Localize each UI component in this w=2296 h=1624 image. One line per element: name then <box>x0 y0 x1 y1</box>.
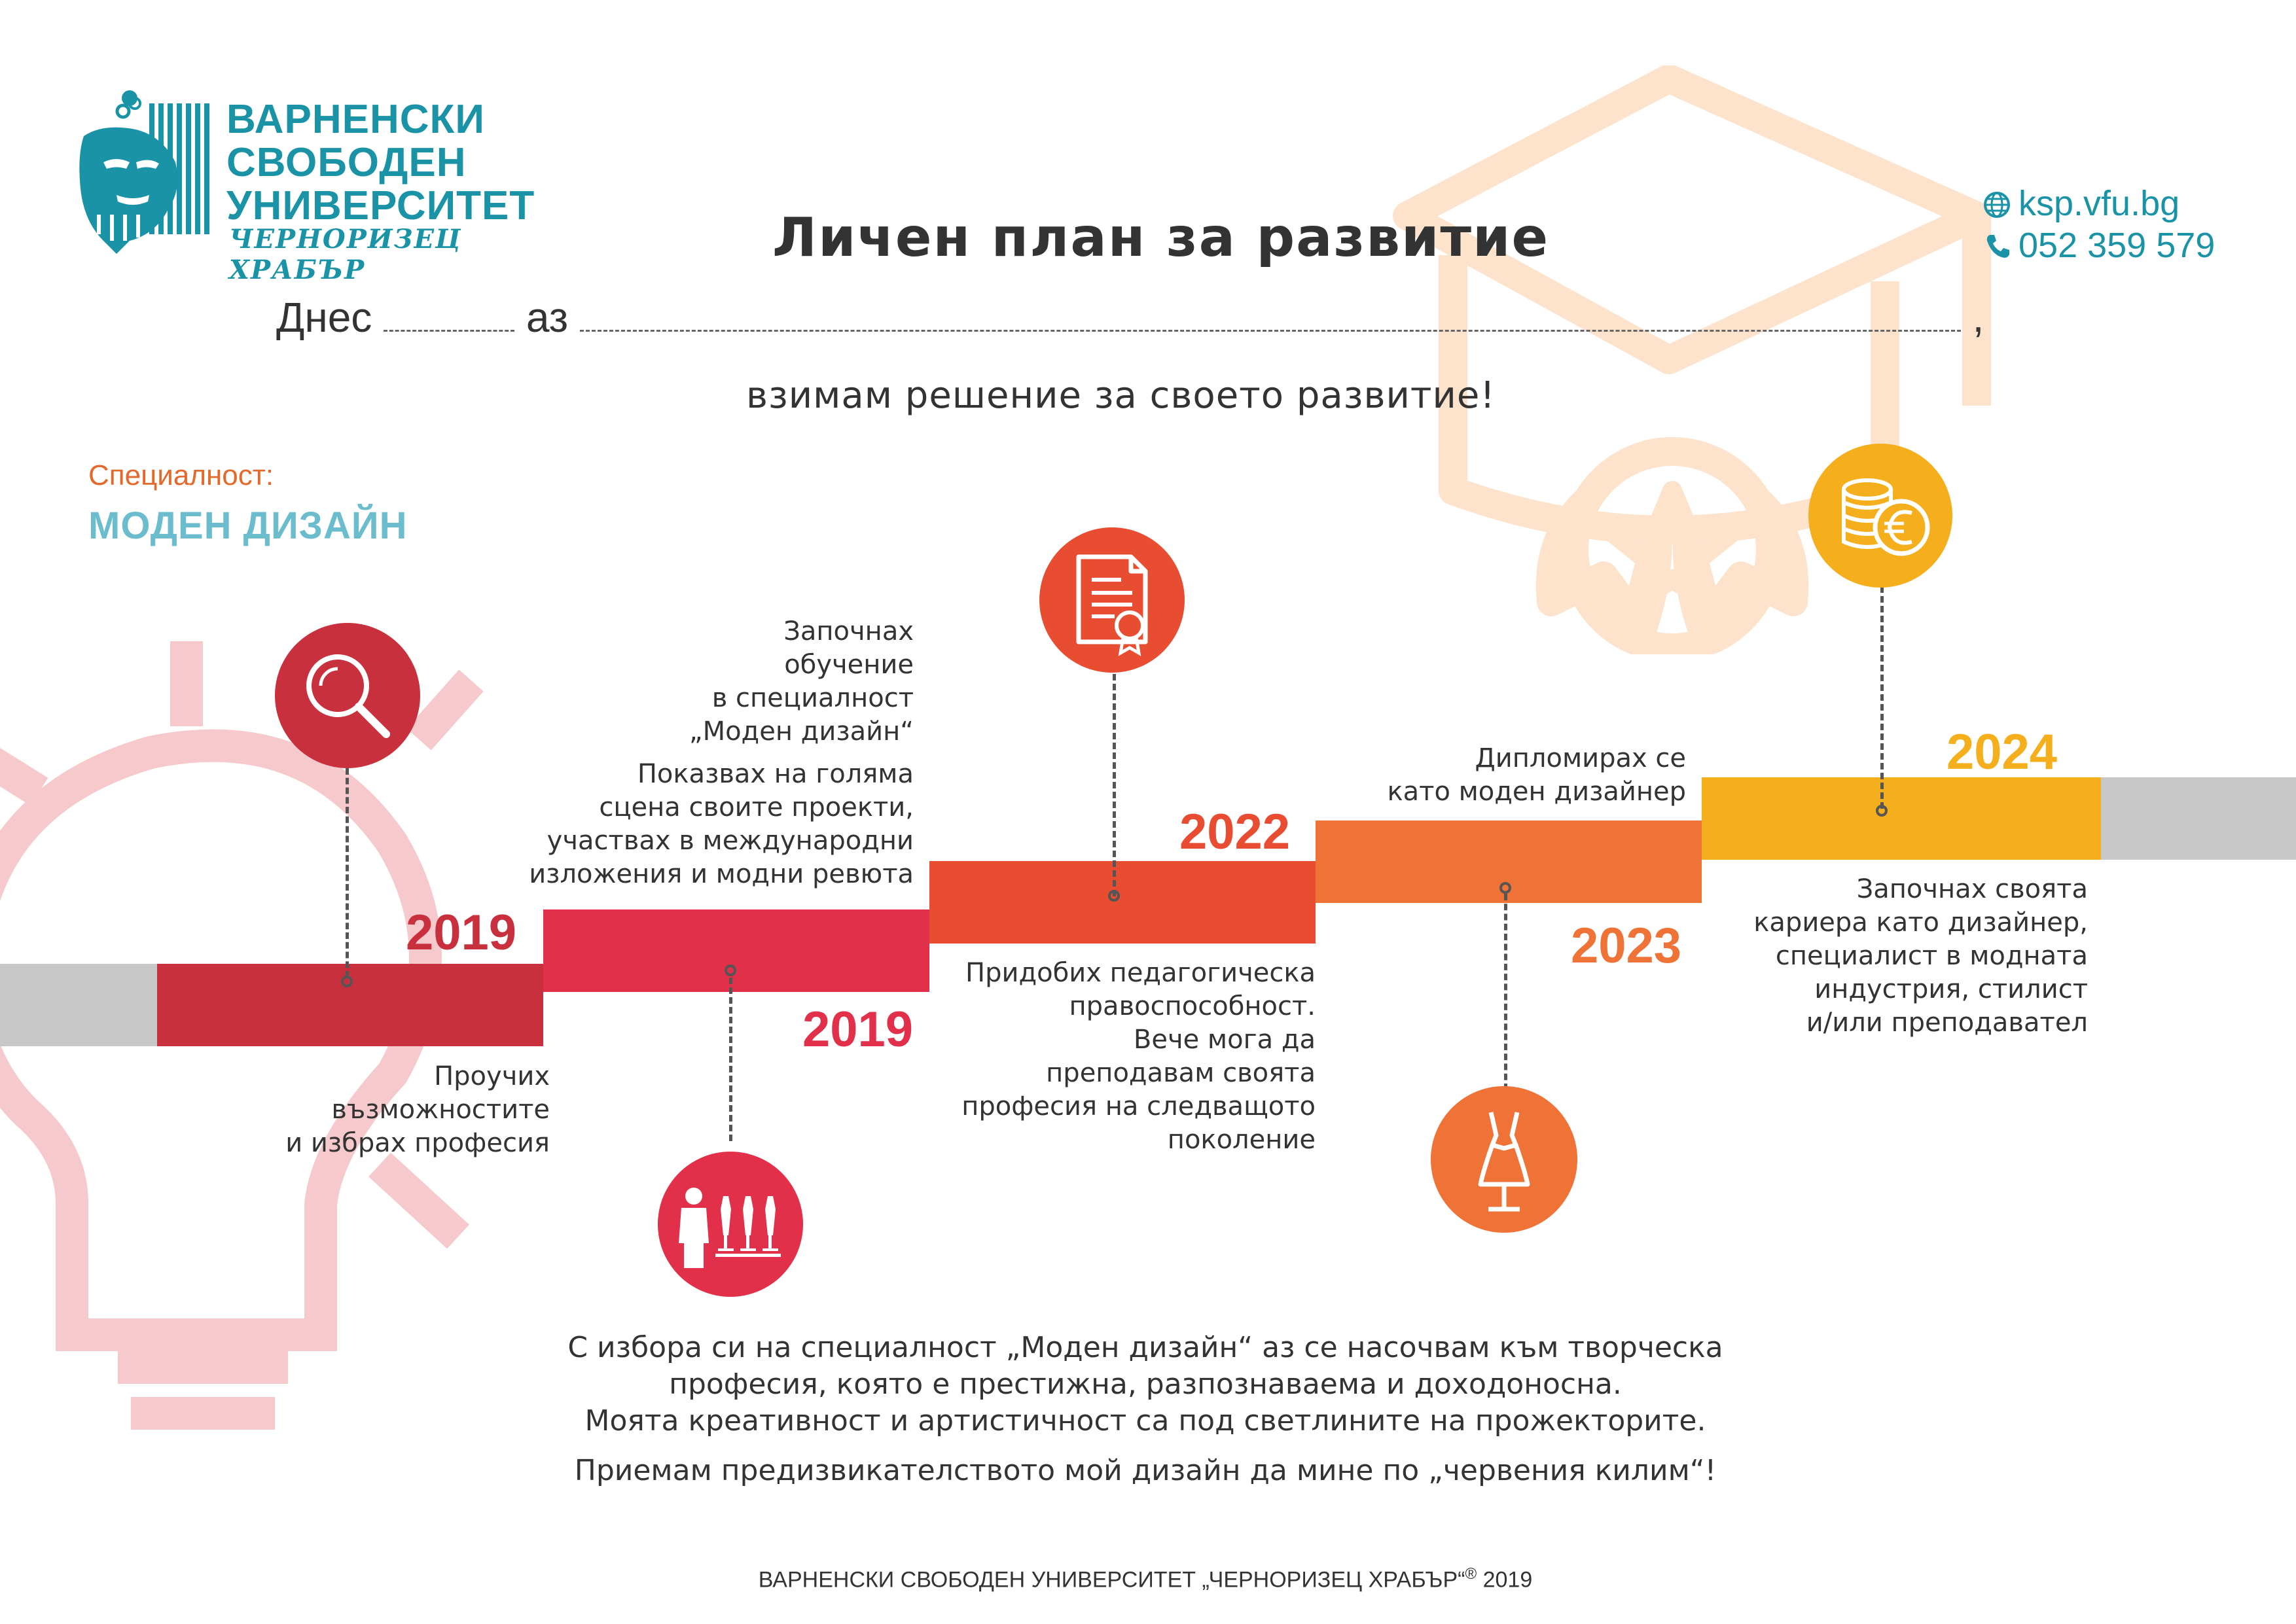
dress-mannequin-icon <box>1431 1086 1577 1233</box>
logo-line-3: УНИВЕРСИТЕТ <box>226 183 535 228</box>
year-label-3: 2022 <box>1179 804 1291 860</box>
me-label: аз <box>526 294 569 341</box>
contact-website-row[interactable] <box>1983 183 2284 225</box>
phone-icon <box>1984 233 2011 259</box>
timeline-dot-2 <box>725 964 736 976</box>
specialty-value: МОДЕН ДИЗАЙН <box>88 504 408 547</box>
bottom-line-1: С избора си на специалност „Моден дизайн“ аз се насочвам към творческа <box>567 1331 1723 1364</box>
connector-3 <box>1113 674 1116 896</box>
connector-4 <box>1504 894 1507 1090</box>
year-label-2: 2019 <box>802 1002 914 1057</box>
logo-line-1: ВАРНЕНСКИ <box>226 97 485 142</box>
logo-line-4: ЧЕРНОРИЗЕЦ ХРАБЪР <box>229 224 462 285</box>
university-logo[interactable] <box>77 84 548 285</box>
form-comma: , <box>1972 294 1984 341</box>
name-blank[interactable] <box>580 323 1961 332</box>
footer-year: 2019 <box>1482 1567 1533 1593</box>
timeline-start-gray <box>0 964 157 1046</box>
bottom-line-4: Приемам предизвикателството мой дизайн да мине по „червения килим“! <box>574 1454 1717 1487</box>
form-line <box>276 293 1984 342</box>
timeline-dot-5 <box>1876 805 1888 817</box>
timeline-text-5: Започнах своята кариера като дизайнер, специалист в модната индустрия, стилист и/или преподавател <box>1753 874 2088 1038</box>
contact-website[interactable]: ksp.vfu.bg <box>2018 184 2180 223</box>
contact-phone-row[interactable] <box>1983 225 2284 267</box>
timeline-text-3: Придобих педагогическа правоспособност. Вече мога да преподавам своята професия на следващото поколение <box>961 958 1316 1155</box>
timeline-text-2a: Започнах обучение в специалност „Моден дизайн“ <box>689 616 914 747</box>
footer <box>589 1565 1702 1593</box>
connector-2 <box>729 978 732 1141</box>
connector-5 <box>1880 586 1884 809</box>
lightbulb-watermark-icon <box>0 628 497 1479</box>
contact-block <box>1983 183 2284 267</box>
decision-text: взимам решение за своето развитие! <box>746 374 1496 417</box>
page-title: Личен план за развитие <box>772 207 1550 269</box>
timeline-segment-3 <box>929 861 1316 944</box>
bottom-statement <box>458 1330 1833 1489</box>
bottom-line-3: Моята креативност и артистичност са под светлините на прожекторите. <box>584 1404 1706 1438</box>
philosopher-head-icon <box>77 84 218 254</box>
bottom-line-2: професия, която е престижна, разпознаваема и доходоносна. <box>669 1368 1622 1401</box>
globe-icon <box>1983 191 2011 219</box>
year-label-5: 2024 <box>1946 724 2058 780</box>
timeline-dot-4 <box>1499 882 1511 894</box>
certificate-icon <box>1039 527 1185 673</box>
timeline-text-4: Дипломирах се като моден дизайнер <box>1387 743 1686 807</box>
timeline-text-1: Проучих възможностите и избрах професия <box>285 1061 550 1158</box>
fashion-designer-icon <box>658 1152 803 1297</box>
contact-phone[interactable]: 052 359 579 <box>2018 226 2215 265</box>
year-label-4: 2023 <box>1571 918 1682 974</box>
timeline-segment-2 <box>543 909 929 992</box>
today-label: Днес <box>276 294 372 341</box>
coins-euro-icon <box>1808 444 1952 588</box>
timeline-dot-1 <box>341 976 353 987</box>
timeline-segment-5 <box>1702 777 2101 860</box>
connector-1 <box>346 768 349 978</box>
footer-reg: ® <box>1465 1565 1477 1583</box>
footer-text: ВАРНЕНСКИ СВОБОДЕН УНИВЕРСИТЕТ „ЧЕРНОРИЗЕЦ ХРАБЪР“ <box>758 1567 1465 1593</box>
specialty-label: Специалност: <box>88 459 274 491</box>
logo-line-2: СВОБОДЕН <box>226 140 467 185</box>
year-label-1: 2019 <box>406 905 517 961</box>
date-blank[interactable] <box>384 323 514 332</box>
timeline-dot-3 <box>1108 890 1120 902</box>
magnifier-icon <box>275 623 420 768</box>
timeline-end-gray <box>2101 777 2296 860</box>
timeline-text-2b: Показвах на голяма сцена своите проекти, участвах в международни изложения и модни ревюта <box>529 759 914 889</box>
